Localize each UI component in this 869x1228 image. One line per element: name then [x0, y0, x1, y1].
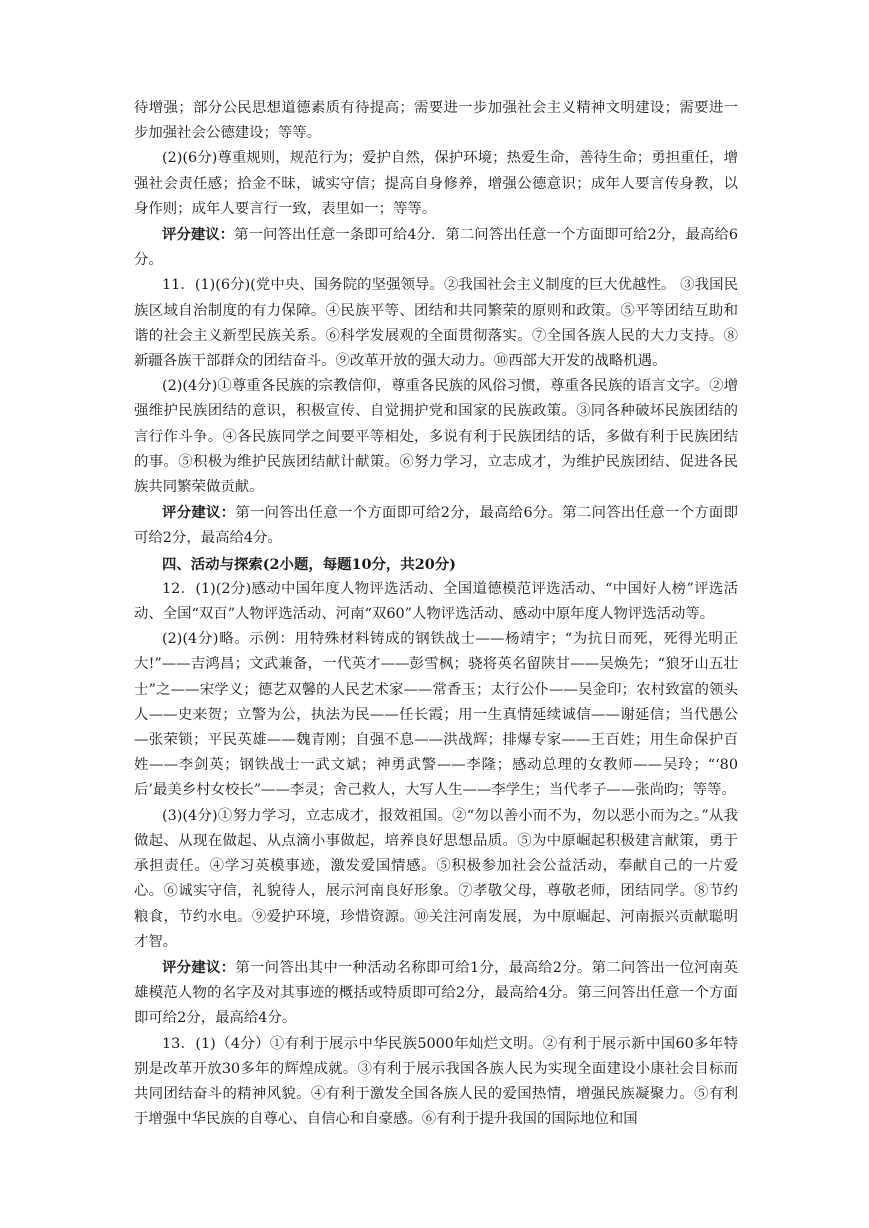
- answer-13-1: 13．(1)（4分）①有利于展示中华民族5000年灿烂文明。②有利于展示新中国60多年特别是改革开放30多年的辉煌成就。③有利于展示我国各族人民为实现全面建设小康社会目标而共同团结奋斗的精神风貌。④有利于激发全国各族人民的爱国热情，增强民族凝聚力。⑤有利于增强中华民族的自尊心、自信心和自豪感。⑥有利于提升我国的国际地位和国: [134, 1035, 738, 1128]
- scoring-note-lead: 评分建议：: [162, 504, 236, 522]
- section-heading-activity: 四、活动与探索(2小题，每题10分，共20分): [162, 555, 456, 573]
- scoring-note-12: [134, 955, 738, 1032]
- scoring-note-text: 第一问答出任意一条即可给4分．第二问答出任意一个方面即可给2分，最高给6分。: [134, 227, 738, 269]
- scoring-note-lead: 评分建议：: [162, 226, 235, 244]
- paragraph-continuation: 待增强；部分公民思想道德素质有待提高；需要进一步加强社会主义精神文明建设；需要进一步加强社会公德建设；等等。: [134, 100, 738, 142]
- scoring-note-lead: 评分建议：: [162, 958, 236, 976]
- scoring-note-10: [134, 222, 738, 273]
- answer-11-1: 11．(1)(6分)(党中央、国务院的坚强领导。②我国社会主义制度的巨大优越性。 ③我国民族区域自治制度的有力保障。④民族平等、团结和共同繁荣的原则和政策。⑤平等团结互助和谐的社会主义新型民族关系。⑥科学发展观的全面贯彻落实。⑦全国各族人民的大力支持。⑧新疆各族干部群众的团结奋斗。⑨改革开放的强大动力。⑩西部大开发的战略机遇。: [134, 277, 738, 370]
- scoring-note-text: 第一问答出其中一种活动名称即可给1分，最高给2分。第二问答出一位河南英雄模范人物的名字及对其事迹的概括或特质即可给2分，最高给4分。第三问答出任意一个方面即可给2分，最高给4分。: [134, 959, 738, 1027]
- scoring-note-11: [134, 500, 738, 551]
- answer-11-2: (2)(4分)①尊重各民族的宗教信仰，尊重各民族的风俗习惯，尊重各民族的语言文字。②增强维护民族团结的意识，积极宣传、自觉拥护党和国家的民族政策。③同各种破坏民族团结的言行作斗争。④各民族同学之间要平等相处，多说有利于民族团结的话，多做有利于民族团结的事。⑤积极为维护民族团结献计献策。⑥努力学习，立志成才，为维护民族团结、促进各民族共同繁荣做贡献。: [134, 378, 738, 496]
- answer-12-3: (3)(4分)①努力学习，立志成才，报效祖国。②“勿以善小而不为，勿以恶小而为之。”从我做起、从现在做起、从点滴小事做起，培养良好思想品质。⑤为中原崛起积极建言献策，勇于承担责任。④学习英模事迹，激发爱国情感。⑤积极参加社会公益活动，奉献自己的一片爱心。⑥诚实守信，礼貌待人，展示河南良好形象。⑦孝敬父母，尊敬老师，团结同学。⑧节约粮食，节约水电。⑨爱护环境，珍惜资源。⑩关注河南发展，为中原崛起、河南振兴贡献聪明才智。: [134, 807, 738, 950]
- answer-10-2: (2)(6分)尊重规则，规范行为；爱护自然，保护环境；热爱生命，善待生命；勇担重任，增强社会责任感；拾金不昧，诚实守信；提高自身修养，增强公德意识；成年人要言传身教，以身作则；成年人要言行一致，表里如一；等等。: [134, 150, 738, 217]
- answer-12-2: (2)(4分)略。示例：用特殊材料铸成的钢铁战士——杨靖宇；“为抗日而死，死得光明正大!”——吉鸿昌；文武兼备，一代英才——彭雪枫；骁将英名留陕甘——吴焕先；“狼牙山五壮士”之——宋学义；德艺双馨的人民艺术家——常香玉；太行公仆——吴金印；农村致富的领头人——史来贺；立警为公，执法为民——任长霞；用一生真情延续诚信——谢延信；当代愚公—张荣锁；平民英雄——魏青刚；自强不息——洪战辉；排爆专家——王百姓；用生命保护百姓——李剑英；钢铁战士一武文斌；神勇武警——李隆；感动总理的女教师——吴玲；“‘80后’最美乡村女校长”——李灵；舍己救人，大写人生——李学生；当代孝子——张尚昀；等等。: [134, 631, 738, 799]
- answer-12-1: 12．(1)(2分)感动中国年度人物评选活动、全国道德模范评选活动、“中国好人榜”评选活动、全国“双百”人物评选活动、河南“双60”人物评选活动、感动中原年度人物评选活动等。: [134, 580, 738, 623]
- scoring-note-text: 第一问答出任意一个方面即可给2分，最高给6分。第二问答出任意一个方面即可给2分，最高给4分。: [134, 505, 738, 547]
